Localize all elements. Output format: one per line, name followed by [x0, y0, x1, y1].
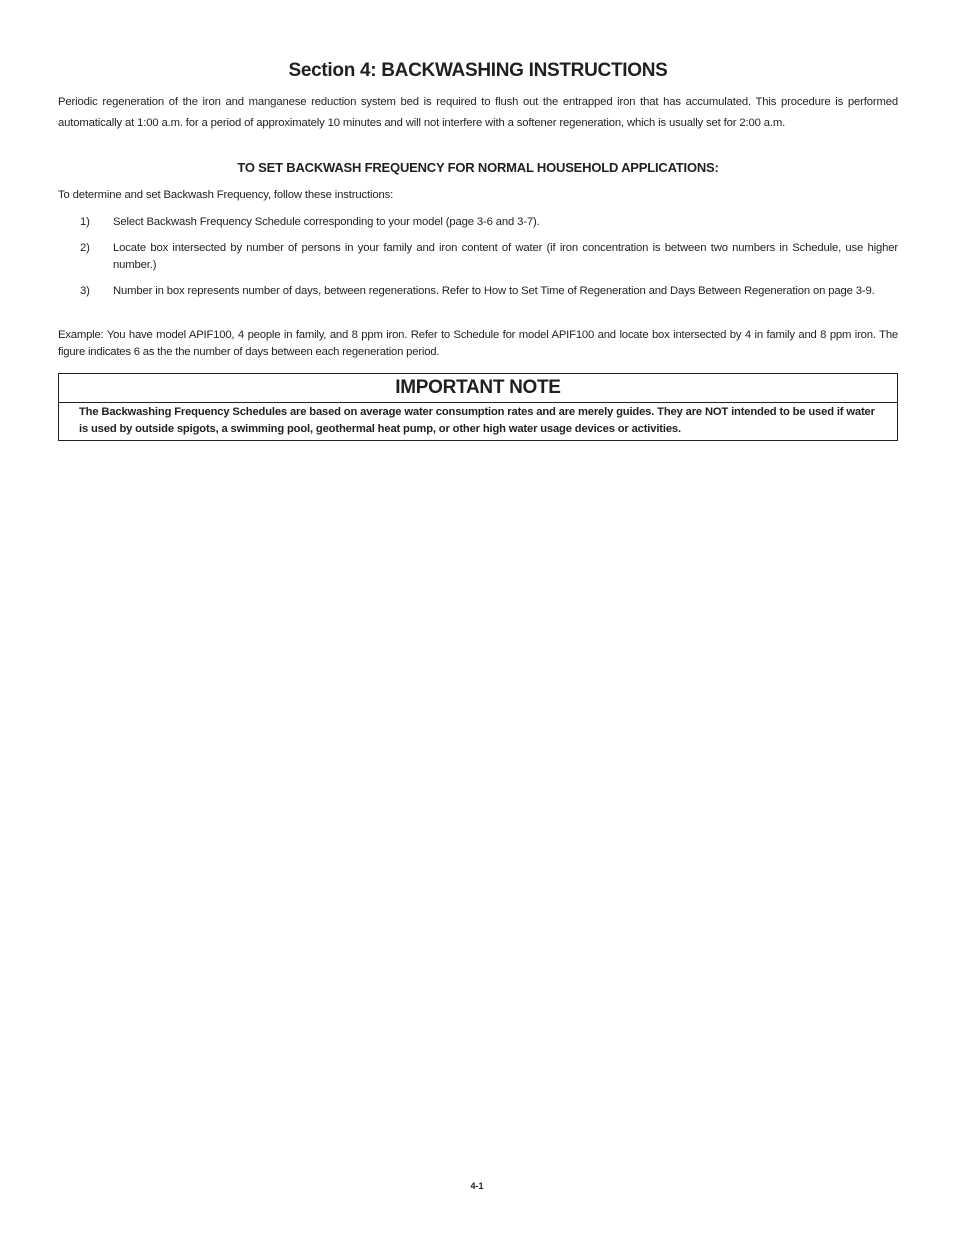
step-text: Select Backwash Frequency Schedule corresponding to your model (page 3-6 and 3-7). [113, 216, 540, 228]
important-note-box [58, 373, 898, 441]
step-number: 2) [80, 242, 90, 254]
step-item [58, 240, 898, 274]
step-number: 3) [80, 285, 90, 297]
step-text: Locate box intersected by number of persons in your family and iron content of water (if iron concentration is between two numbers in Schedule, use higher number.) [113, 242, 898, 271]
step-number: 1) [80, 216, 90, 228]
important-note-text: The Backwashing Frequency Schedules are based on average water consumption rates and are merely guides. They are NOT intended to be used if water is used by outside spigots, a swimming pool, geothermal heat pump, or other high water usage devices or activities. [79, 406, 875, 435]
section-title: Section 4: BACKWASHING INSTRUCTIONS [288, 60, 668, 81]
backwash-frequency-heading: TO SET BACKWASH FREQUENCY FOR NORMAL HOUSEHOLD APPLICATIONS: [237, 160, 719, 175]
important-note-title: IMPORTANT NOTE [395, 377, 561, 398]
step-text: Number in box represents number of days, between regenerations. Refer to How to Set Time of Regeneration and Days Between Regeneration on page 3-9. [113, 285, 875, 297]
page-number: 4-1 [470, 1181, 484, 1191]
instruction-steps [58, 214, 898, 309]
step-item [58, 283, 898, 300]
example-paragraph: Example: You have model APIF100, 4 people in family, and 8 ppm iron. Refer to Schedule for model APIF100 and locate box intersected by 4 in family and 8 ppm iron. The figure indicates 6 as the the number of days between each regeneration period. [58, 329, 898, 358]
step-item [58, 214, 898, 231]
intro-paragraph: Periodic regeneration of the iron and manganese reduction system bed is required to flush out the entrapped iron that has accumulated. This procedure is performed automatically at 1:00 a.m. for a period of approximately 10 minutes and will not interfere with a softener regeneration, which is usually set for 2:00 a.m. [58, 96, 898, 129]
instructions-lead-in: To determine and set Backwash Frequency, follow these instructions: [58, 189, 394, 201]
